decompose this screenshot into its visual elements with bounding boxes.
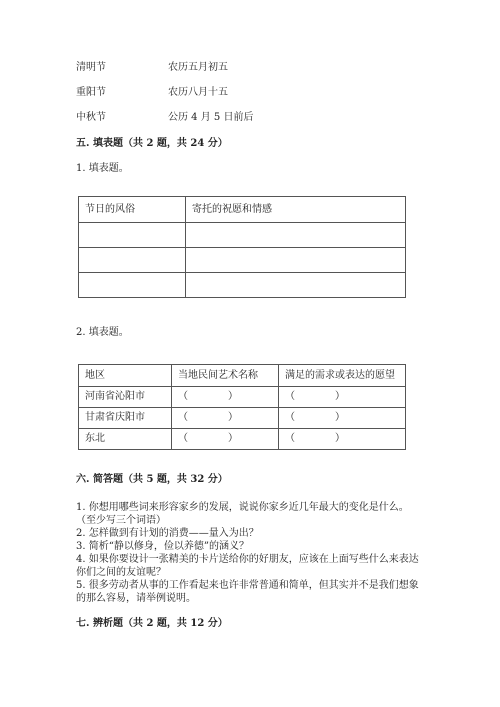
answer-paren[interactable]: （ ） xyxy=(279,429,406,450)
question-line: 4. 如果你要设计一张精美的卡片送给你的好朋友，应该在上面写些什么来表达 xyxy=(76,554,419,565)
table-row xyxy=(79,408,406,429)
blank-cell[interactable] xyxy=(186,248,406,273)
region-cell: 甘肃省庆阳市 xyxy=(79,408,172,429)
question-1-label: 1. 填表题。 xyxy=(76,163,129,174)
question-line: 的那么容易，请举例说明。 xyxy=(76,593,196,604)
festival-custom-table xyxy=(78,196,406,298)
answer-paren[interactable]: （ ） xyxy=(172,387,279,408)
blank-cell[interactable] xyxy=(79,223,186,248)
question-line: 1. 你想用哪些词来形容家乡的发展，说说你家乡近几年最大的变化是什么。 xyxy=(76,502,409,513)
region-cell: 河南省沁阳市 xyxy=(79,387,172,408)
festival-name: 重阳节 xyxy=(76,87,106,98)
table-row xyxy=(79,223,406,248)
question-line: 5. 很多劳动者从事的工作看起来也许非常普通和简单，但其实并不是我们想象 xyxy=(76,580,419,591)
question-line: 3. 简析“静以修身，俭以养德”的涵义？ xyxy=(76,541,249,552)
answer-paren[interactable]: （ ） xyxy=(172,429,279,450)
folk-art-table xyxy=(78,364,406,450)
festival-name: 清明节 xyxy=(76,62,106,73)
festival-date: 农历五月初五 xyxy=(168,62,228,73)
blank-cell[interactable] xyxy=(186,273,406,298)
section-7-title: 七. 辨析题（共 2 题，共 12 分） xyxy=(76,618,228,629)
blank-cell[interactable] xyxy=(79,248,186,273)
question-line: （至少写三个词语） xyxy=(76,515,166,526)
question-line: 你们之间的友谊呢？ xyxy=(76,567,166,578)
table-row xyxy=(79,273,406,298)
table-row xyxy=(79,387,406,408)
answer-paren[interactable]: （ ） xyxy=(172,408,279,429)
region-cell: 东北 xyxy=(79,429,172,450)
festival-name: 中秋节 xyxy=(76,112,106,123)
blank-cell[interactable] xyxy=(79,273,186,298)
table-row xyxy=(79,429,406,450)
table-header: 寄托的祝愿和情感 xyxy=(186,197,406,223)
table-header: 地区 xyxy=(79,365,172,387)
answer-paren[interactable]: （ ） xyxy=(279,387,406,408)
table-header: 节日的风俗 xyxy=(79,197,186,223)
question-line: 2. 怎样做到有计划的消费——量入为出？ xyxy=(76,528,259,539)
festival-date: 农历八月十五 xyxy=(168,87,228,98)
table-row xyxy=(79,248,406,273)
section-5-title: 五. 填表题（共 2 题，共 24 分） xyxy=(76,138,228,149)
question-2-label: 2. 填表题。 xyxy=(76,327,129,338)
answer-paren[interactable]: （ ） xyxy=(279,408,406,429)
table-header: 当地民间艺术名称 xyxy=(172,365,279,387)
festival-date: 公历 4 月 5 日前后 xyxy=(168,112,254,123)
blank-cell[interactable] xyxy=(186,223,406,248)
section-6-title: 六. 简答题（共 5 题，共 32 分） xyxy=(76,474,228,485)
table-header: 满足的需求或表达的愿望 xyxy=(279,365,406,387)
